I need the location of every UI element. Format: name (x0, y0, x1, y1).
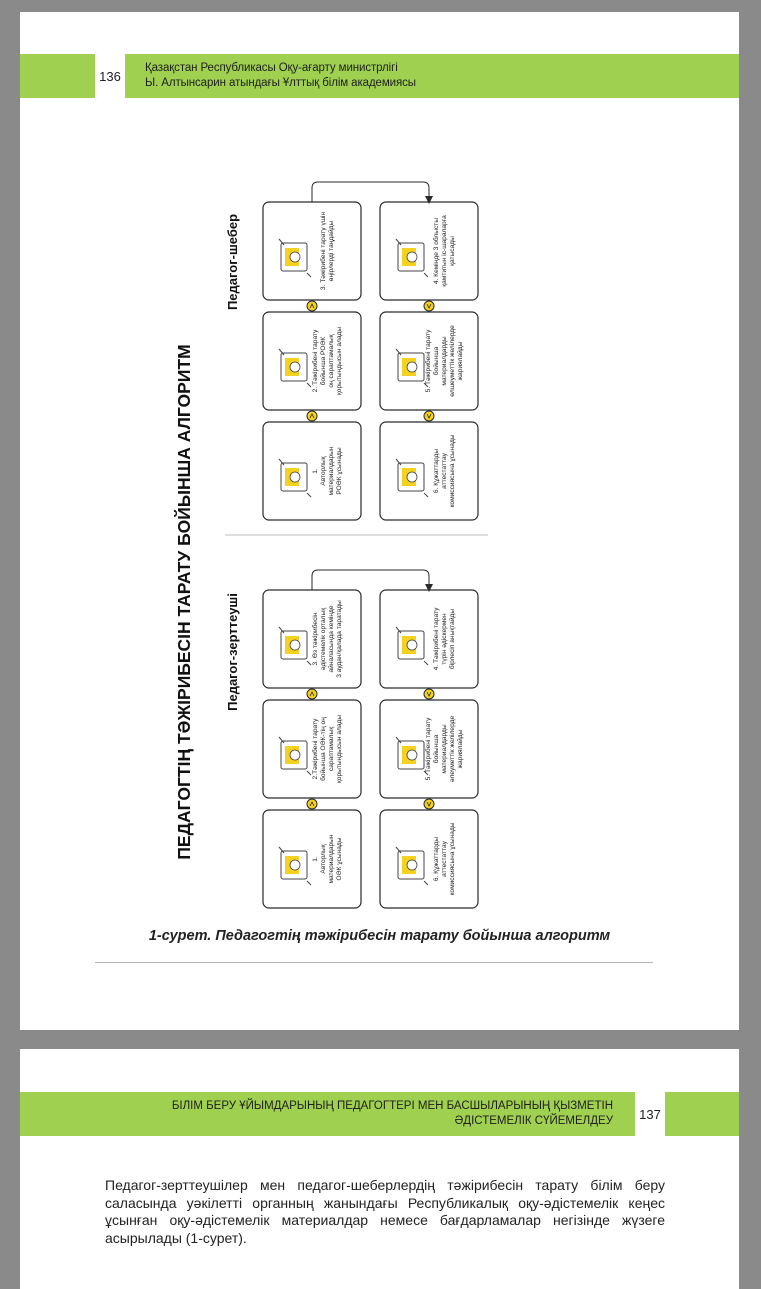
step-box-5 (380, 312, 478, 410)
step-icon (279, 737, 311, 775)
step-icon (396, 459, 428, 497)
step-text: 2. Тәжірибені таратубойынша РОӘКоң сараптамалыққорытындысын алады (312, 326, 343, 396)
connector-dot (307, 799, 317, 809)
header-academy: Ы. Алтынсарин атындағы Ұлттық білім академиясы (145, 77, 416, 89)
step-text: 4. Кемінде 3 облыстықамтитын іс-шараларғақатысады (433, 215, 456, 287)
group-label: Педагог-шебер (225, 213, 240, 311)
connector-dot (424, 689, 434, 699)
header-title-line1: БІЛІМ БЕРУ ҰЙЫМДАРЫНЫҢ ПЕДАГОГТЕРІ МЕН БАСШЫЛАРЫНЫҢ ҚЫЗМЕТІН (171, 1100, 613, 1112)
step-icon (279, 349, 311, 387)
step-icon (279, 459, 311, 497)
step-text: 2.Тәжірибені таратубойынша ОӘК-тің оңсараптамалыққорытындысын алады (312, 714, 343, 784)
step-icon (396, 349, 428, 387)
step-icon (396, 847, 428, 885)
connector-arrow (312, 182, 429, 202)
step-box-1 (263, 422, 361, 520)
page-number: 136 (95, 54, 125, 98)
step-box-3 (263, 202, 361, 300)
connector-dot (424, 411, 434, 421)
step-box-6 (380, 422, 478, 520)
body-paragraph: Педагог-зерттеушілер мен педагог-шеберлердің тәжірибесін тарату білім беру саласында уәкілетті органның жанындағы Республикалық оқу-әдістемелік кеңес ұсынған оқу-әдістемелік материалдар немесе бағдарламалар негізінде жүзеге асырылады (1-сурет). (105, 1177, 665, 1246)
connector-dot (307, 301, 317, 311)
step-box-2 (263, 700, 361, 798)
step-icon (396, 239, 428, 277)
step-box-6 (380, 810, 478, 908)
page-header (125, 54, 739, 98)
step-text: 4. Тәжірибені таратутүрін әдіскерменбірлесіп анықтайды (433, 607, 456, 671)
step-text: 5. Тәжірибені таратубойыншаматериалдардыәлеуметтік желілердежариялайды (425, 715, 464, 783)
step-icon (396, 737, 428, 775)
diagram-title: ПЕДАГОГТІҢ ТӘЖІРИБЕСІН ТАРАТУ БОЙЫНША АЛГОРИТМ (174, 344, 194, 860)
page-header (20, 1092, 635, 1136)
step-text: 3. Тәжірибені тарату үшінөңірлерді таңдайды (320, 211, 335, 291)
step-icon (279, 627, 311, 665)
step-text: 5. Тәжірибені таратубойыншаматериалдардыөлшеуметтік желілердежариялайды (425, 325, 464, 397)
algorithm-diagram (20, 112, 739, 912)
step-box-1 (263, 810, 361, 908)
step-icon (396, 627, 428, 665)
algorithm-group-zertteushi (225, 570, 478, 908)
divider-line (95, 962, 653, 963)
connector-arrow (312, 570, 429, 590)
connector-dot (307, 689, 317, 699)
connector-dot (307, 411, 317, 421)
header-ministry: Қазақстан Республикасы Оқу-ағарту министрлігі (145, 62, 398, 74)
step-text: 1.АвторлықматериалдарынОӘК ұсынады (312, 834, 343, 884)
step-text: 6. Құжаттардыаттестаттаукомиссиясына ұсынады (433, 434, 456, 508)
connector-dot (424, 799, 434, 809)
step-text: 1.АвторлықматериалдарынРОӘК ұсынады (312, 446, 343, 496)
header-title-line2: ӘДІСТЕМЕЛІК СҮЙЕМЕЛДЕУ (454, 1115, 613, 1127)
step-box-4 (380, 590, 478, 688)
step-box-2 (263, 312, 361, 410)
page-137 (20, 1049, 739, 1289)
group-label: Педагог-зерттеуші (225, 593, 240, 711)
page-136 (20, 12, 739, 1030)
step-text: 3. Өз тәжірибесінәдістемелік орталықайналасында кемінде3 аудан/қалада таратады (312, 600, 343, 678)
header-accent-bar (665, 1092, 739, 1136)
step-box-3 (263, 590, 361, 688)
header-accent-bar (20, 54, 95, 98)
connector-dot (424, 301, 434, 311)
step-text: 6. Құжаттардыаттестаттаукомиссиясына ұсынады (433, 822, 456, 896)
figure-caption: 1-сурет. Педагогтің тәжірибесін тарату бойынша алгоритм (148, 928, 611, 944)
step-icon (279, 847, 311, 885)
step-box-4 (380, 202, 478, 300)
step-icon (279, 239, 311, 277)
step-box-5 (380, 700, 478, 798)
page-number: 137 (635, 1092, 665, 1136)
algorithm-group-sheber (225, 182, 478, 520)
